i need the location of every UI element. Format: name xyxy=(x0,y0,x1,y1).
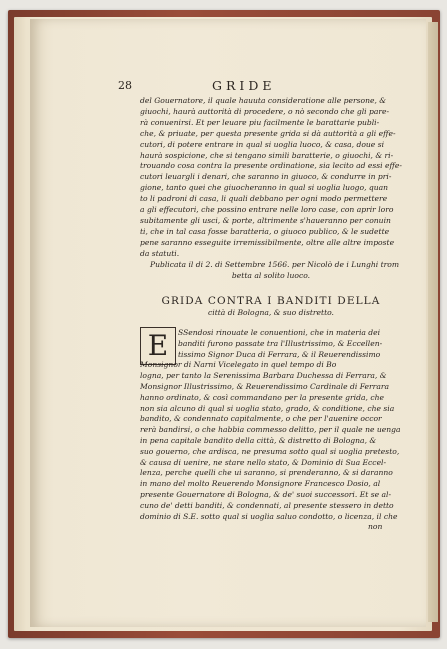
paragraph-gambling xyxy=(140,96,402,281)
page-number: 28 xyxy=(118,79,132,92)
text-line: in pena capitale bandito della città, & distretto di Bologna, & xyxy=(140,435,377,445)
text-line: rà conuenirsi. Et per leuare piu facilmente le barattarie publi- xyxy=(140,117,380,127)
text-line: a gli effecutori, che possino entrare nelle loro case, con aprir loro xyxy=(140,205,394,215)
running-title: GRIDE xyxy=(212,78,276,93)
section-subtitle: città di Bologna, & suo distretto. xyxy=(208,308,334,317)
text-line: trouando cosa contra la presente ordinatione, sia lecito ad essi effe- xyxy=(140,161,402,171)
text-line: pene saranno esseguite irremissibilmente, oltre alle altre imposte xyxy=(140,237,395,247)
text-line: haurà sospicione, che si tengano simili baratterie, o giuochi, & ri- xyxy=(140,150,394,160)
text-line: SSendosi rinouate le conuentioni, che in materia dei xyxy=(178,328,381,337)
text-line: banditi furono passate tra l'Illustrissimo, & Eccellen- xyxy=(178,338,383,348)
text-line: in mano del molto Reuerendo Monsignore Francesco Dosio, al xyxy=(140,479,381,489)
section-title: GRIDA CONTRA I BANDITI DELLA xyxy=(161,295,381,307)
text-line: suo gouerno, che ardisca, ne presuma sotto qual si uoglia pretesto, xyxy=(140,446,400,456)
text-line: Monsignor Illustrissimo, & Reuerendissimo Cardinale di Ferrara xyxy=(140,381,389,391)
text-line: rerà bandirsi, o che habbia commesso delitto, per il quale ne uenga xyxy=(140,425,401,435)
text-line: hanno ordinato, & così commandano per la presente grida, che xyxy=(140,392,384,402)
text-line: presente Gouernatore di Bologna, & de' suoi successori. Et se al- xyxy=(140,489,392,499)
text-line: to li padroni di casa, li quali debbano per ogni modo permettere xyxy=(140,194,388,204)
text-line: bandito, & condennato capitalmente, o che per l'auenire occor xyxy=(140,414,382,424)
paragraph-banditi xyxy=(140,328,402,522)
page-block-edge xyxy=(428,22,438,622)
catchword: non xyxy=(368,522,383,531)
text-line: tissimo Signor Duca di Ferrara, & il Reuerendissimo xyxy=(178,349,381,359)
text-line: subitamente gli usci, & porte, altrimente s'haueranno per conuin xyxy=(140,215,391,225)
text-line: da statuti. xyxy=(140,248,180,258)
text-line: cutori, di potere entrare in qual si uoglia luoco, & casa, doue si xyxy=(140,139,385,149)
text-line: lenza, perche quelli che ui saranno, si prenderanno, & si daranno xyxy=(140,468,393,478)
text-line: ti, che in tal casa fosse baratteria, o giuoco publico, & le sudette xyxy=(140,226,390,236)
text-line: dominio di S.E. sotto qual si uoglia saluo condotto, o licenza, il che xyxy=(140,511,398,521)
text-line: logna, per tanto la Serenissima Barbara Duchessa di Ferrara, & xyxy=(140,371,387,381)
publication-note: Publicata il di 2. di Settembre 1566. per Nicolò de i Lunghi trom xyxy=(150,259,400,269)
text-line: non sia alcuno di qual si uoglia stato, grado, & conditione, che sia xyxy=(140,403,395,413)
text-line: cutori leuargli i denari, che saranno in giuoco, & condurre in pri- xyxy=(140,172,392,182)
text-line: Monsignor di Narni Vicelegato in quel tempo di Bo xyxy=(140,360,337,370)
text-line: del Gouernatore, il quale hauuta consideratione alle persone, & xyxy=(140,96,387,105)
text-line: gione, tanto quei che giuocheranno in qual si uoglia luogo, quan xyxy=(140,183,389,193)
text-line: che, & priuate, per questa presente grida si dà auttorità a gli effe- xyxy=(140,128,396,138)
page-header xyxy=(118,79,402,95)
text-line: giuochi, haurà auttorità di procedere, o nò secondo che gli pare- xyxy=(140,106,390,116)
publication-note-cont: betta al solito luoco. xyxy=(231,270,311,280)
text-line: cuno de' detti banditi, & condennati, al presente stessero in detto xyxy=(140,500,394,510)
text-line: & causa di uenire, ne stare nello stato, & Dominio di Sua Eccel- xyxy=(140,457,387,467)
initial-letter: E xyxy=(147,329,169,362)
